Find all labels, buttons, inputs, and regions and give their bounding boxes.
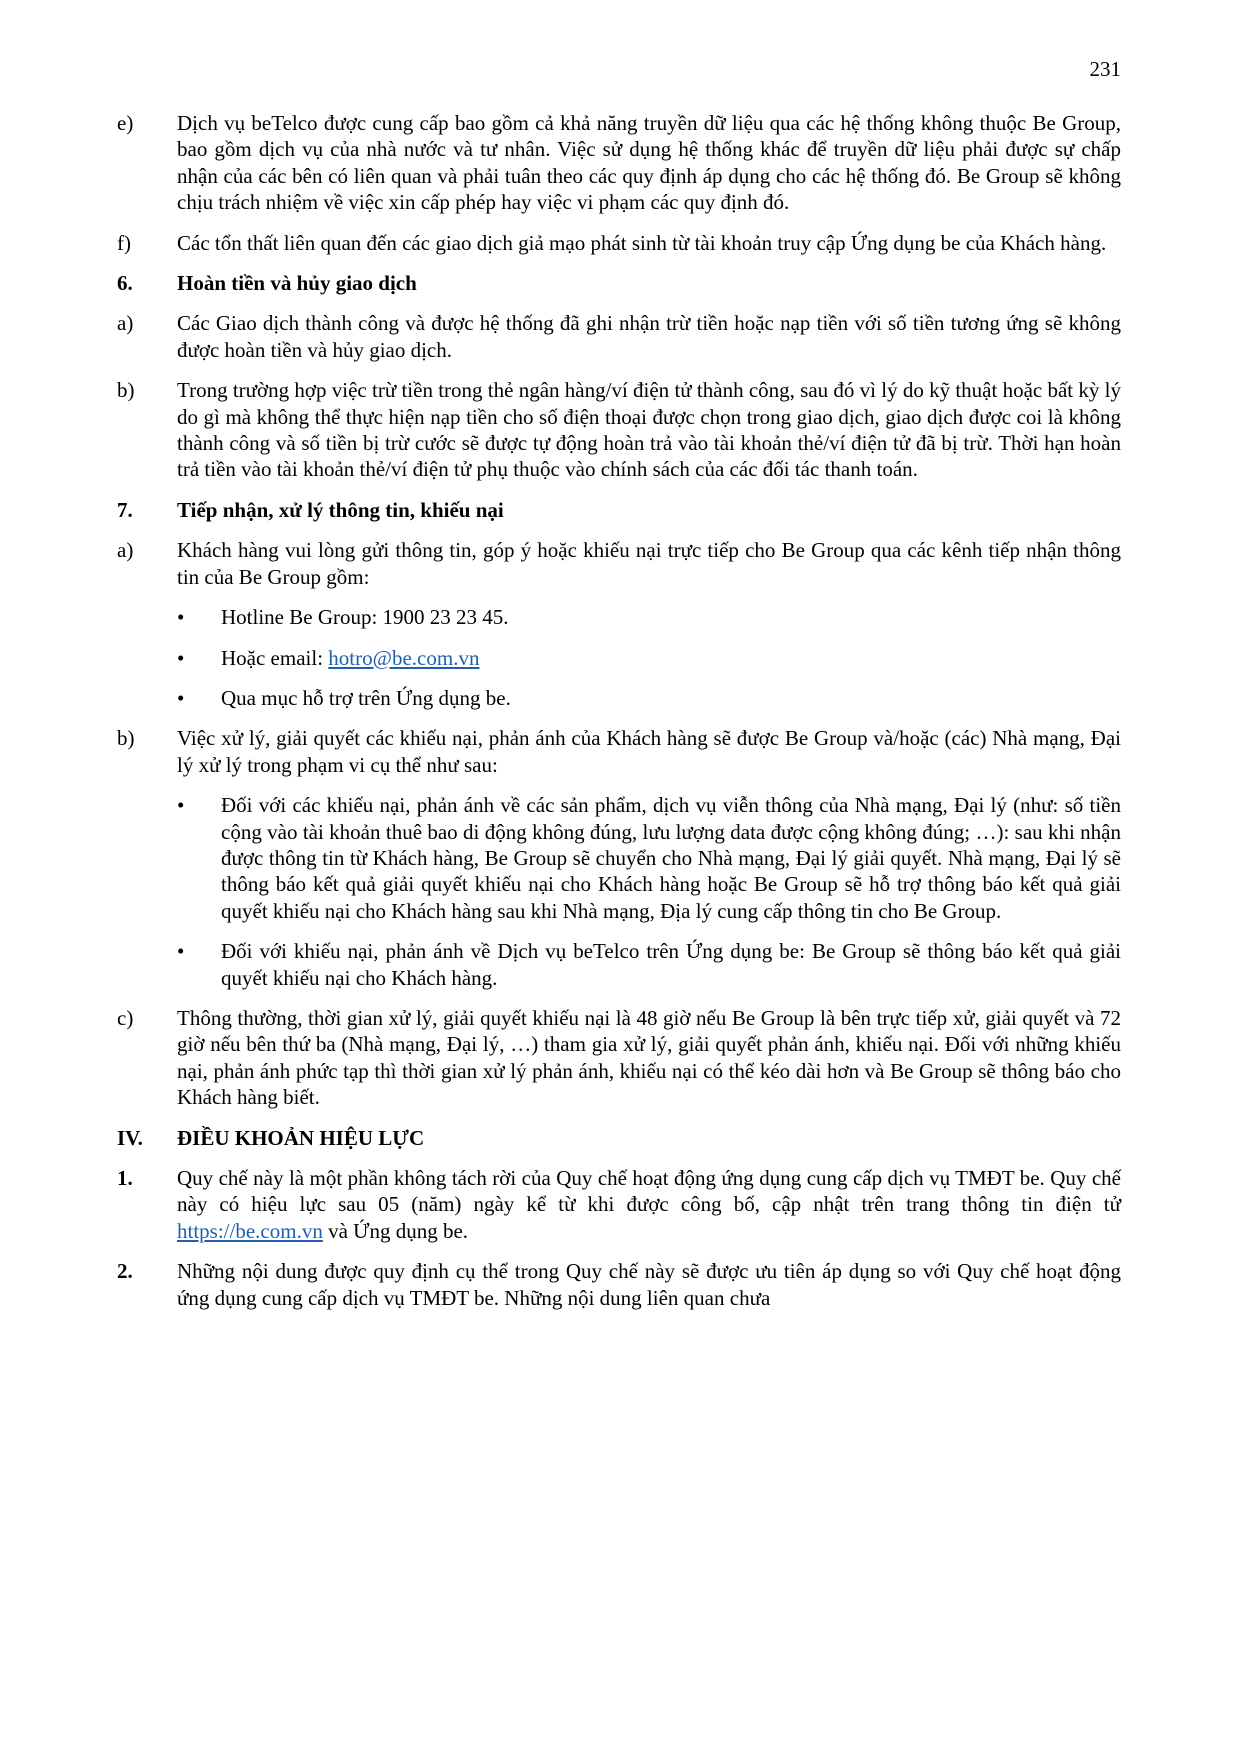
email-link[interactable]: hotro@be.com.vn [328,645,480,670]
website-link[interactable]: https://be.com.vn [177,1218,323,1243]
section-number: 7. [117,497,133,522]
complaint-scope-list [177,792,1121,991]
clause-text: Các tổn thất liên quan đến các giao dịch giả mạo phát sinh từ tài khoản truy cập Ứng dụng be của Khách hàng. [177,230,1107,255]
clause-text: Các Giao dịch thành công và được hệ thống đã ghi nhận trừ tiền hoặc nạp tiền với số tiền tương ứng sẽ không được hoàn tiền và hủy giao dịch. [177,311,1121,362]
section-7-heading [117,497,1121,523]
contact-channels-list [177,604,1121,711]
clause-e [117,110,1121,216]
bullet-icon: • [177,793,185,818]
section-number: IV. [117,1125,143,1150]
clause-text: Việc xử lý, giải quyết các khiếu nại, phản ánh của Khách hàng sẽ được Be Group và/hoặc (các) Nhà mạng, Đại lý xử lý trong phạm vi cụ thể như sau: [177,726,1121,777]
clause-7c [117,1005,1121,1111]
bullet-icon: • [177,939,185,964]
clause-6a [117,310,1121,363]
text-after-link: và Ứng dụng be. [322,1218,469,1243]
clause-label: b) [117,726,135,751]
list-item-app-support [177,685,1121,711]
list-item-hotline [177,604,1121,630]
clause-text [177,1165,1121,1244]
clause-label: 2. [117,1259,133,1284]
section-6-heading [117,270,1121,296]
section-number: 6. [117,271,133,296]
clause-IV-2 [117,1258,1121,1311]
clause-label: 1. [117,1166,133,1190]
section-title: Tiếp nhận, xử lý thông tin, khiếu nại [177,497,504,522]
app-support-text: Qua mục hỗ trợ trên Ứng dụng be. [221,685,511,710]
email-prefix: Hoặc email: [221,645,329,670]
clause-label: b) [117,378,135,403]
clause-f [117,230,1121,256]
clause-label: a) [117,311,134,336]
email-line [221,645,1121,671]
bullet-text: Đối với khiếu nại, phản ánh về Dịch vụ beTelco trên Ứng dụng be: Be Group sẽ thông báo kết quả giải quyết khiếu nại cho Khách hàng. [221,939,1121,990]
list-item-email [177,645,1121,671]
clause-label: e) [117,111,134,135]
list-item [177,792,1121,924]
clause-text: Những nội dung được quy định cụ thể trong Quy chế này sẽ được ưu tiên áp dụng so với Quy chế hoạt động ứng dụng cung cấp dịch vụ TMĐT be. Những nội dung liên quan chưa [177,1259,1121,1310]
clause-7b [117,725,1121,778]
page-number: 231 [1089,57,1121,81]
clause-label: f) [117,230,131,255]
section-title: Hoàn tiền và hủy giao dịch [177,271,417,296]
clause-7a [117,537,1121,590]
clause-text: Khách hàng vui lòng gửi thông tin, góp ý hoặc khiếu nại trực tiếp cho Be Group qua các kênh tiếp nhận thông tin của Be Group gồm: [177,538,1121,589]
clause-label: c) [117,1005,134,1030]
bullet-icon: • [177,685,185,710]
bullet-icon: • [177,605,185,630]
clause-6b [117,377,1121,483]
bullet-text: Đối với các khiếu nại, phản ánh về các sản phẩm, dịch vụ viễn thông của Nhà mạng, Đại lý (như: số tiền cộng vào tài khoản thuê bao di động không đúng, lưu lượng data được cộng không đúng; …): sau khi nhận được thông tin từ Khách hàng, Be Group sẽ chuyển cho Nhà mạng, Đại lý giải quyết. Nhà mạng, Đại lý sẽ thông báo kết quả giải quyết khiếu nại cho Khách hàng hoặc Be Group sẽ hỗ trợ thông báo kết quả giải quyết khiếu nại cho Khách hàng sau khi Nhà mạng, Địa lý cung cấp thông tin cho Be Group. [221,793,1121,923]
bullet-icon: • [177,645,185,670]
clause-text: Dịch vụ beTelco được cung cấp bao gồm cả khả năng truyền dữ liệu qua các hệ thống không thuộc Be Group, bao gồm dịch vụ của nhà nước và tư nhân. Việc sử dụng hệ thống khác để truyền dữ liệu phải được sự chấp nhận của các bên có liên quan và phải tuân theo các quy định áp dụng cho các hệ thống đó. Be Group sẽ không chịu trách nhiệm về việc xin cấp phép hay việc vi phạm các quy định đó. [177,111,1121,215]
clause-label: a) [117,538,134,563]
text-before-link: Quy chế này là một phần không tách rời của Quy chế hoạt động ứng dụng cung cấp dịch vụ TMĐT be. Quy chế này có hiệu lực sau 05 (năm) ngày kể từ khi được công bố, cập nhật trên trang thông tin điện tử [177,1166,1121,1217]
hotline-text: Hotline Be Group: 1900 23 23 45. [221,605,509,630]
section-IV-heading [117,1125,1121,1151]
clause-text: Thông thường, thời gian xử lý, giải quyết khiếu nại là 48 giờ nếu Be Group là bên trực tiếp xử, giải quyết và 72 giờ nếu bên thứ ba (Nhà mạng, Đại lý, …) tham gia xử lý, giải quyết phản ánh, khiếu nại. Đối với những khiếu nại, phản ánh phức tạp thì thời gian xử lý phản ánh, khiếu nại có thể kéo dài hơn và Be Group sẽ thông báo cho Khách hàng biết. [177,1005,1121,1110]
clause-IV-1 [117,1165,1121,1244]
list-item [177,938,1121,991]
section-title: ĐIỀU KHOẢN HIỆU LỰC [177,1125,425,1150]
clause-text: Trong trường hợp việc trừ tiền trong thẻ ngân hàng/ví điện tử thành công, sau đó vì lý do kỹ thuật hoặc bất kỳ lý do gì mà không thể thực hiện nạp tiền cho số điện thoại được chọn trong giao dịch, giao dịch được coi là không thành công và số tiền bị trừ cước sẽ được tự động hoàn trả vào tài khoản thẻ/ví điện tử đã bị trừ. Thời hạn hoàn trả tiền vào tài khoản thẻ/ví điện tử phụ thuộc vào chính sách của các đối tác thanh toán. [177,378,1121,482]
document-body [117,110,1121,1325]
